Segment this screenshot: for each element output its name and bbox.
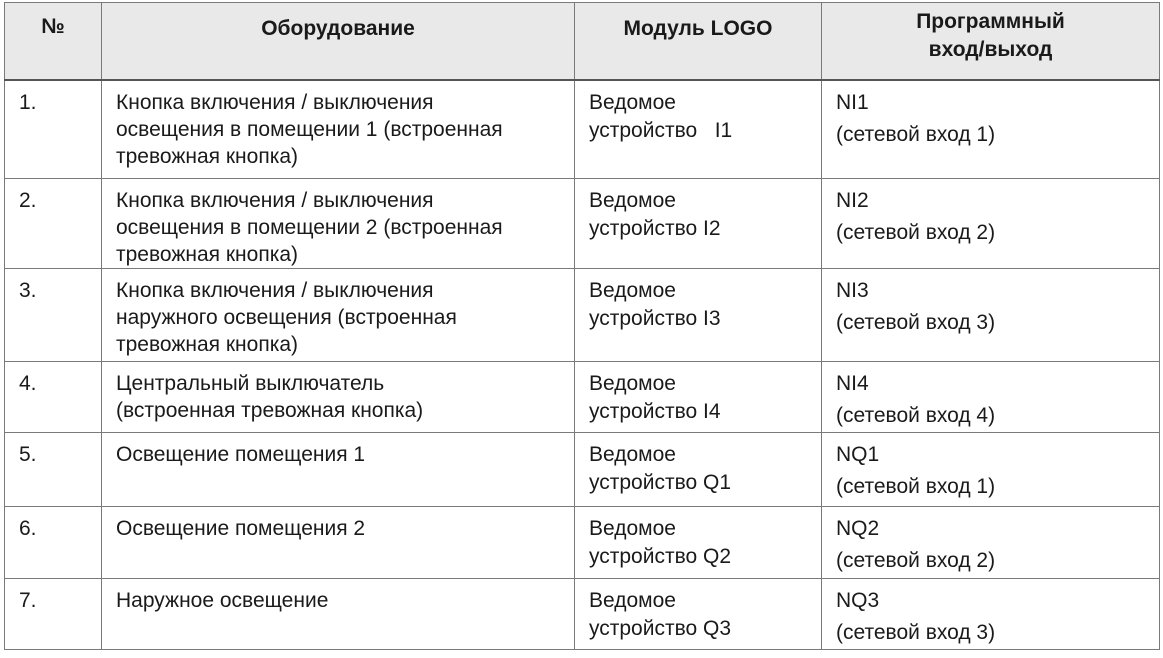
io-cell (822, 506, 1160, 578)
equipment-text: Кнопка включения / выключения (116, 188, 434, 212)
module-cell (575, 80, 822, 178)
module-text: устройство Q2 (589, 544, 732, 568)
io-description: (сетевой вход 3) (836, 620, 996, 644)
equipment-text: Кнопка включения / выключения (116, 278, 434, 302)
equipment-text: Освещение помещения 1 (116, 442, 366, 466)
equipment-text: тревожная кнопка) (116, 242, 299, 266)
equipment-text: освещения в помещении 1 (встроенная (116, 118, 503, 141)
table-row (5, 578, 1160, 649)
header-program-io (822, 3, 1160, 81)
module-text: Ведомое (589, 278, 676, 302)
io-cell (822, 80, 1160, 178)
module-cell (575, 432, 822, 506)
row-number: 1. (19, 91, 37, 114)
module-text: Ведомое (589, 516, 676, 540)
equipment-cell (102, 506, 575, 578)
row-number-cell (5, 361, 102, 432)
equipment-text: тревожная кнопка) (116, 145, 299, 168)
module-text: Ведомое (589, 371, 676, 395)
table-row (5, 80, 1160, 178)
row-number-cell (5, 268, 102, 361)
row-number: 3. (19, 278, 37, 302)
table-row (5, 268, 1160, 361)
io-cell (822, 361, 1160, 432)
io-address: NI4 (836, 371, 869, 395)
equipment-text: Наружное освещение (116, 588, 329, 612)
io-address: NI3 (836, 278, 869, 302)
equipment-cell (102, 361, 575, 432)
row-number-cell (5, 432, 102, 506)
equipment-text: Кнопка включения / выключения (116, 91, 434, 114)
row-number: 5. (19, 442, 37, 466)
row-number-cell (5, 578, 102, 649)
header-number: № (5, 3, 102, 81)
row-number-cell (5, 178, 102, 268)
header-row (5, 3, 1160, 81)
module-cell (575, 268, 822, 361)
io-address: NQ3 (836, 588, 880, 612)
module-cell (575, 506, 822, 578)
table-row (5, 361, 1160, 432)
io-description: (сетевой вход 1) (836, 123, 996, 146)
equipment-text: наружного освещения (встроенная (116, 305, 457, 329)
row-number-cell (5, 80, 102, 178)
module-text: устройство Q3 (589, 616, 732, 640)
module-text: Ведомое (589, 188, 676, 212)
module-text: устройство I4 (589, 399, 721, 423)
module-text: Ведомое (589, 442, 676, 466)
equipment-text: тревожная кнопка) (116, 332, 299, 356)
equipment-cell (102, 432, 575, 506)
header-logo-module: Модуль LOGO (575, 3, 822, 81)
io-address: NI1 (836, 91, 869, 114)
equipment-cell (102, 268, 575, 361)
io-description: (сетевой вход 2) (836, 548, 996, 572)
io-description: (сетевой вход 1) (836, 474, 996, 498)
table-row (5, 178, 1160, 268)
row-number-cell (5, 506, 102, 578)
row-number: 6. (19, 516, 37, 540)
row-number: 4. (19, 371, 37, 395)
module-cell (575, 178, 822, 268)
table-row (5, 506, 1160, 578)
equipment-text: освещения в помещении 2 (встроенная (116, 215, 503, 239)
header-io-line-2: вход/выход (928, 38, 1053, 61)
module-cell (575, 361, 822, 432)
equipment-text: (встроенная тревожная кнопка) (116, 398, 424, 422)
io-assignment-table (4, 2, 1160, 650)
header-io-line-1: Программный (916, 10, 1065, 33)
module-text: Ведомое (589, 91, 676, 114)
io-address: NQ1 (836, 442, 880, 466)
row-number: 2. (19, 188, 37, 212)
module-text: устройство I1 (589, 119, 733, 142)
io-cell (822, 432, 1160, 506)
io-cell (822, 178, 1160, 268)
module-cell (575, 578, 822, 649)
header-equipment: Оборудование (102, 3, 575, 81)
io-description: (сетевой вход 2) (836, 220, 996, 244)
io-cell (822, 268, 1160, 361)
equipment-text: Освещение помещения 2 (116, 516, 366, 540)
io-address: NI2 (836, 188, 869, 212)
table-row (5, 432, 1160, 506)
module-text: устройство I2 (589, 216, 721, 240)
equipment-cell (102, 578, 575, 649)
io-cell (822, 578, 1160, 649)
equipment-text: Центральный выключатель (116, 371, 385, 395)
module-text: устройство I3 (589, 306, 721, 330)
table-header (5, 3, 1160, 81)
module-text: Ведомое (589, 588, 676, 612)
module-text: устройство Q1 (589, 470, 732, 494)
io-address: NQ2 (836, 516, 880, 540)
io-description: (сетевой вход 4) (836, 403, 996, 427)
equipment-cell (102, 80, 575, 178)
equipment-cell (102, 178, 575, 268)
table-body (5, 80, 1160, 649)
row-number: 7. (19, 588, 37, 612)
io-description: (сетевой вход 3) (836, 310, 996, 334)
